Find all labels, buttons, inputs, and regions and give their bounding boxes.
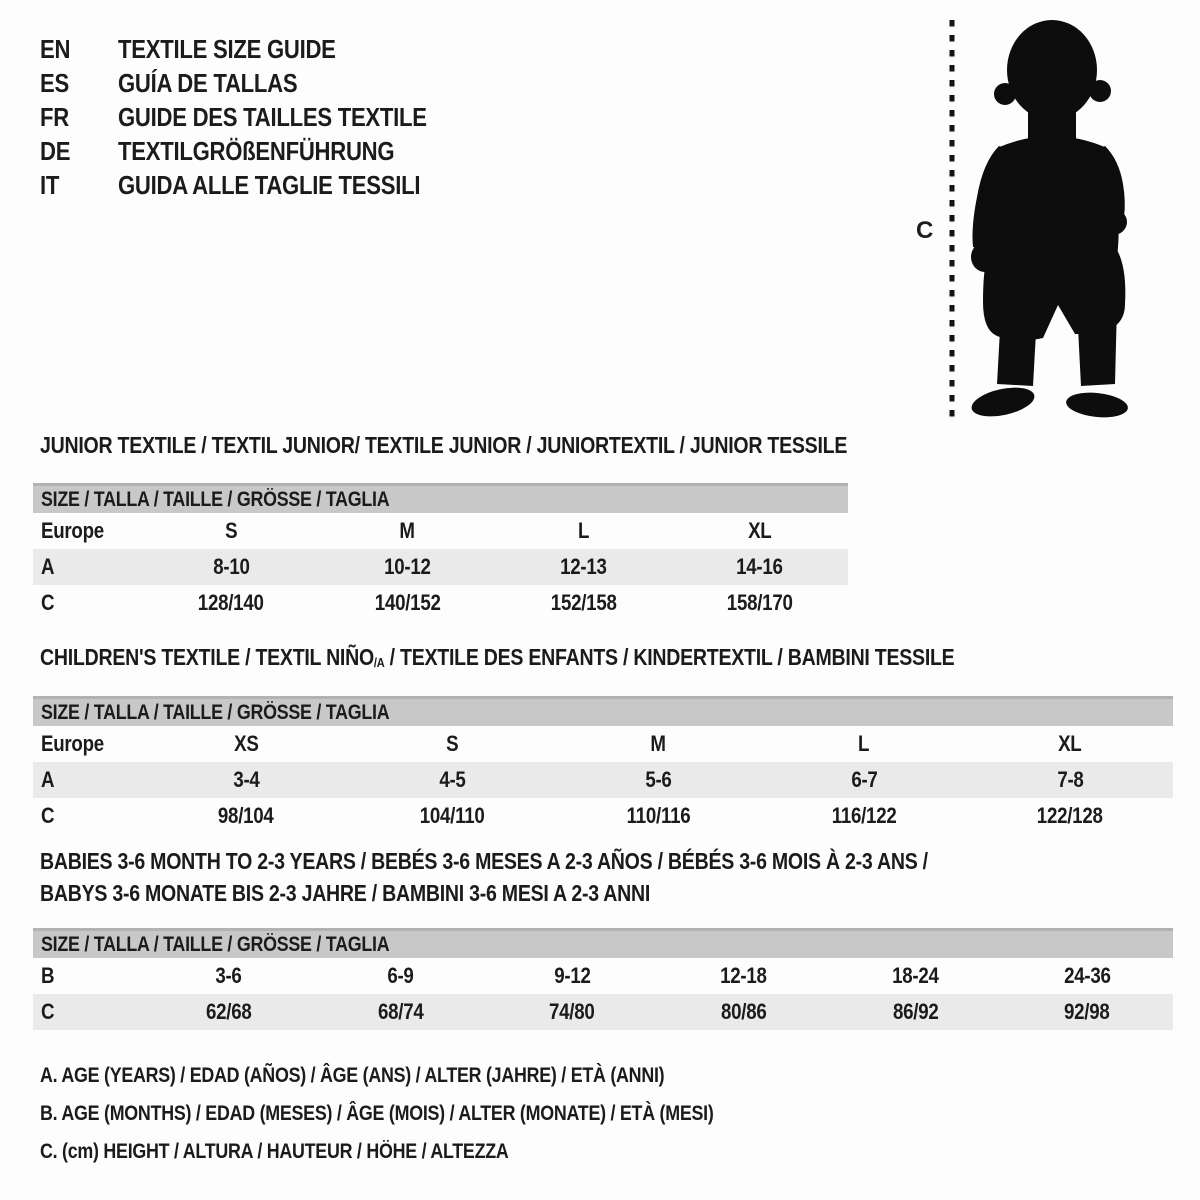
table-row-c: [33, 585, 848, 621]
cell-value: 7-8: [1056, 767, 1084, 792]
cell-value: 116/122: [831, 803, 897, 828]
cell-value: XS: [233, 731, 259, 756]
legend-line-a: A. AGE (YEARS) / EDAD (AÑOS) / ÂGE (ANS) / ALTER (JAHRE) / ETÀ (ANNI): [40, 1064, 665, 1087]
title-subscript: /A: [373, 655, 385, 670]
toddler-silhouette-icon: [925, 12, 1145, 424]
babies-table-title-line1: BABIES 3-6 MONTH TO 2-3 YEARS / BEBÉS 3-6 MESES A 2-3 AÑOS / BÉBÉS 3-6 MOIS À 2-3 ANS /: [40, 848, 928, 874]
size-header-bar: SIZE / TALLA / TAILLE / GRÖSSE / TAGLIA: [33, 483, 848, 513]
cell-value: S: [445, 731, 459, 756]
children-table-title: CHILDREN'S TEXTILE / TEXTIL NIÑO/A / TEXTILE DES ENFANTS / KINDERTEXTIL / BAMBINI TESSILE: [40, 644, 955, 670]
cell-value: 128/140: [198, 590, 265, 615]
toddler-body: [969, 20, 1129, 421]
cell-value: 12-18: [720, 963, 768, 988]
left-foot: [969, 383, 1037, 422]
language-row: [40, 100, 481, 134]
cell-value: 152/158: [550, 590, 617, 615]
legend-line-c: C. (cm) HEIGHT / ALTURA / HAUTEUR / HÖHE / ALTEZZA: [40, 1140, 509, 1163]
cell-value: 86/92: [892, 999, 939, 1024]
row-label: B: [41, 963, 55, 988]
row-label: A: [41, 767, 55, 792]
row-label: C: [41, 999, 55, 1024]
language-code: FR: [40, 101, 69, 132]
cell-value: L: [858, 731, 870, 756]
babies-table-body: [33, 958, 1173, 1030]
cell-value: 140/152: [374, 590, 441, 615]
cell-value: 5-6: [644, 767, 672, 792]
cell-value: 3-4: [232, 767, 260, 792]
row-label: C: [41, 803, 55, 828]
right-fist: [1099, 209, 1127, 235]
legend-line-b: B. AGE (MONTHS) / EDAD (MESES) / ÂGE (MOIS) / ALTER (MONATE) / ETÀ (MESI): [40, 1102, 714, 1125]
cell-value: 4-5: [438, 767, 466, 792]
children-size-table: [33, 644, 1173, 834]
table-row-c: [33, 798, 1173, 834]
language-row: [40, 134, 481, 168]
measurement-legend: [40, 1064, 832, 1178]
cell-value: XL: [748, 518, 772, 543]
cell-value: 92/98: [1064, 999, 1110, 1024]
toddler-silhouette-figure: [925, 12, 1145, 424]
cell-value: S: [225, 518, 238, 543]
language-code: DE: [40, 135, 71, 166]
cell-value: M: [650, 731, 666, 756]
children-table-body: [33, 726, 1173, 834]
junior-table-body: [33, 513, 848, 621]
cell-value: M: [399, 518, 416, 543]
junior-table-title: JUNIOR TEXTILE / TEXTIL JUNIOR/ TEXTILE JUNIOR / JUNIORTEXTIL / JUNIOR TESSILE: [40, 432, 848, 458]
language-title: GUÍA DE TALLAS: [118, 67, 298, 98]
cell-value: 158/170: [726, 590, 793, 615]
size-header-bar: SIZE / TALLA / TAILLE / GRÖSSE / TAGLIA: [33, 696, 1173, 726]
cell-value: 3-6: [215, 963, 242, 988]
size-header-bar: SIZE / TALLA / TAILLE / GRÖSSE / TAGLIA: [33, 928, 1173, 958]
table-row-a: [33, 549, 848, 585]
language-code: ES: [40, 67, 69, 98]
cell-value: 80/86: [721, 999, 767, 1024]
cell-value: 24-36: [1063, 963, 1111, 988]
right-leg: [1077, 304, 1117, 386]
left-leg: [997, 312, 1037, 386]
language-list: [40, 32, 481, 202]
left-ear: [994, 83, 1016, 105]
babies-table-title-line2: BABYS 3-6 MONATE BIS 2-3 JAHRE / BAMBINI 3-6 MESI A 2-3 ANNI: [40, 880, 651, 906]
cell-value: 110/116: [626, 803, 690, 828]
language-title: TEXTILGRÖßENFÜHRUNG: [118, 135, 395, 166]
cell-value: 6-7: [850, 767, 878, 792]
left-fist: [971, 242, 999, 272]
table-row-europe: [33, 726, 1173, 762]
table-row-b: [33, 958, 1173, 994]
language-title: TEXTILE SIZE GUIDE: [118, 33, 336, 64]
row-label: A: [41, 554, 55, 579]
junior-size-table: [33, 432, 848, 621]
row-label: Europe: [41, 731, 104, 756]
cell-value: 9-12: [553, 963, 591, 988]
table-row-a: [33, 762, 1173, 798]
cell-value: 12-13: [560, 554, 607, 579]
right-ear: [1089, 80, 1111, 102]
cell-value: 62/68: [206, 999, 252, 1024]
table-row-c: [33, 994, 1173, 1030]
row-label: C: [41, 590, 55, 615]
language-code: EN: [40, 33, 71, 64]
language-title: GUIDE DES TAILLES TEXTILE: [118, 101, 427, 132]
language-code: IT: [40, 169, 60, 200]
cell-value: 8-10: [212, 554, 250, 579]
cell-value: L: [578, 518, 590, 543]
babies-size-table: [33, 845, 1173, 1030]
cell-value: 14-16: [736, 554, 784, 579]
cell-value: 68/74: [377, 999, 424, 1024]
cell-value: 18-24: [892, 963, 939, 988]
cell-value: 74/80: [549, 999, 595, 1024]
cell-value: 10-12: [384, 554, 431, 579]
language-row: [40, 66, 481, 100]
cell-value: 6-9: [387, 963, 414, 988]
language-row: [40, 168, 481, 202]
table-row-europe: [33, 513, 848, 549]
language-row: [40, 32, 481, 66]
cell-value: 122/128: [1037, 803, 1103, 828]
right-foot: [1065, 390, 1129, 420]
height-measure-label: C: [916, 217, 934, 244]
cell-value: XL: [1058, 731, 1082, 756]
row-label: Europe: [41, 518, 104, 543]
cell-value: 104/110: [419, 803, 485, 828]
cell-value: 98/104: [218, 803, 274, 828]
language-title: GUIDA ALLE TAGLIE TESSILI: [118, 169, 421, 200]
